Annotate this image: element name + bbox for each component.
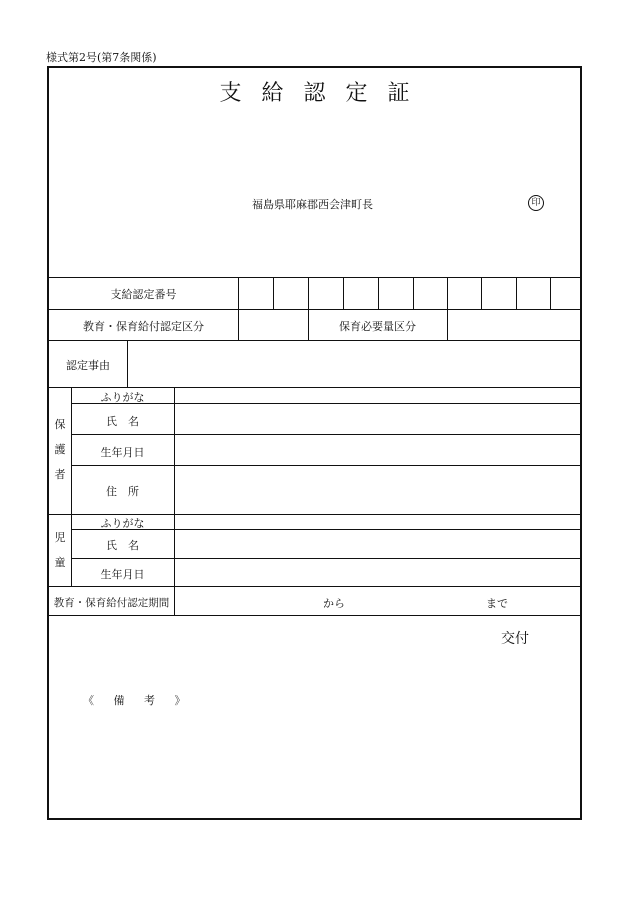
child-name-label: 氏 名 — [106, 539, 139, 552]
child-label-1: 児 — [54, 531, 66, 544]
number-cell-divider — [413, 277, 414, 309]
row-divider — [49, 615, 582, 616]
number-cell-divider — [378, 277, 379, 309]
number-cell-divider — [447, 277, 448, 309]
reason-label: 認定事由 — [66, 359, 110, 372]
category-label: 教育・保育給付認定区分 — [83, 320, 204, 333]
row-divider — [49, 277, 582, 278]
certificate-frame — [47, 66, 582, 820]
number-label: 支給認定番号 — [110, 288, 177, 301]
child-birthdate-label: 生年月日 — [100, 568, 145, 581]
guardian-birthdate-label: 生年月日 — [100, 446, 145, 459]
cell-divider — [447, 309, 448, 340]
row-divider — [49, 340, 582, 341]
number-cell-divider — [308, 277, 309, 309]
guardian-label-1: 保 — [54, 418, 66, 431]
period-label: 教育・保育給付認定期間 — [53, 597, 170, 609]
guardian-address-label: 住 所 — [106, 485, 139, 498]
child-label-2: 童 — [54, 556, 66, 569]
row-divider — [71, 465, 582, 466]
period-from: から — [323, 597, 345, 610]
row-divider — [49, 387, 582, 388]
issued-label: 交付 — [501, 631, 529, 647]
number-cell-divider — [481, 277, 482, 309]
number-cell-divider — [238, 277, 239, 309]
row-divider — [49, 586, 582, 587]
guardian-label-2: 護 — [54, 443, 66, 456]
remarks-label: 《 備 考 》 — [83, 694, 194, 707]
guardian-label-3: 者 — [54, 468, 66, 481]
row-divider — [71, 558, 582, 559]
certificate-title: 支給認定証 — [219, 81, 430, 106]
number-cell-divider — [516, 277, 517, 309]
period-until: まで — [486, 597, 508, 610]
issuer-name: 福島県耶麻郡西会津町長 — [252, 198, 373, 211]
need-label: 保育必要量区分 — [339, 320, 416, 333]
cell-divider — [127, 340, 128, 387]
number-cell-divider — [550, 277, 551, 309]
seal-mark: 印 — [528, 195, 544, 211]
row-divider — [49, 309, 582, 310]
number-cell-divider — [343, 277, 344, 309]
label-divider — [174, 387, 175, 615]
number-cell-divider — [273, 277, 274, 309]
guardian-name-label: 氏 名 — [106, 415, 139, 428]
guardian-furigana-label: ふりがな — [100, 391, 145, 404]
row-divider — [71, 434, 582, 435]
form-number-label: 様式第2号(第7条関係) — [46, 51, 157, 64]
cell-divider — [238, 309, 239, 340]
child-furigana-label: ふりがな — [100, 517, 145, 530]
